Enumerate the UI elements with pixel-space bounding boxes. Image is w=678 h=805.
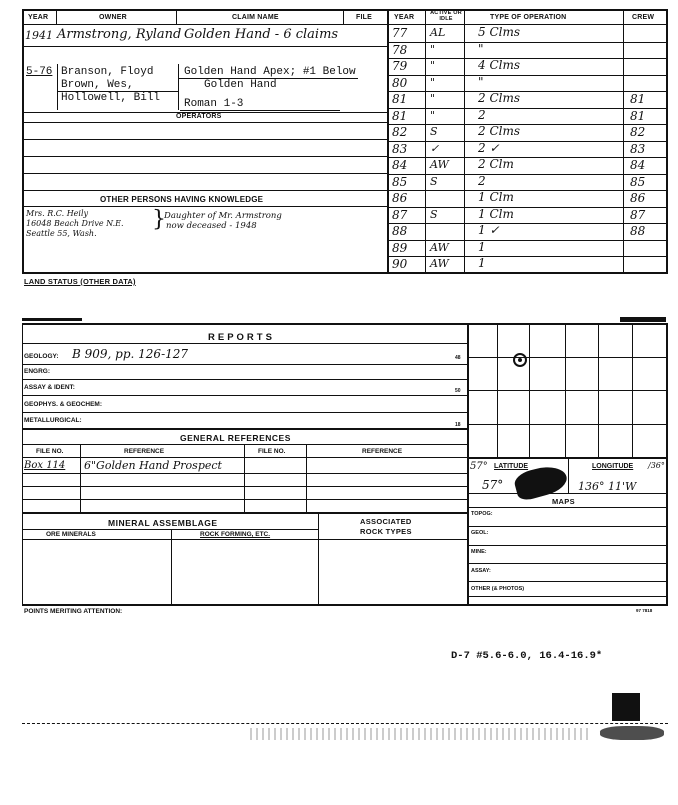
left-border xyxy=(22,323,23,605)
maps-label: MAPS xyxy=(552,497,575,506)
activity-year: 77 xyxy=(392,26,408,40)
activity-status: AW xyxy=(430,158,449,171)
associated-label: ASSOCIATED xyxy=(360,517,412,526)
header-crew: CREW xyxy=(632,14,655,21)
topog-label: TOPOG: xyxy=(471,511,493,517)
activity-operation: 4 Clms xyxy=(478,58,521,72)
activity-operation: 1 Clm xyxy=(478,206,514,221)
activity-status: AW xyxy=(430,240,449,254)
header-divider xyxy=(22,24,668,25)
row-line xyxy=(467,563,667,564)
activity-operation: 2 xyxy=(478,107,486,122)
activity-operation: 1 xyxy=(478,256,486,270)
activity-year: 78 xyxy=(392,42,408,57)
activity-crew: 86 xyxy=(630,191,646,205)
latitude-label: LATITUDE xyxy=(494,463,529,470)
reports-bottom-border xyxy=(22,604,668,606)
row-line xyxy=(22,412,468,413)
header-year-activity: YEAR xyxy=(394,14,415,21)
geol-label: GEOL: xyxy=(471,530,489,536)
activity-operation: 1 xyxy=(478,239,486,254)
activity-crew: 88 xyxy=(630,224,646,238)
knowledge-label: OTHER PERSONS HAVING KNOWLEDGE xyxy=(100,195,264,204)
form-code: 97 7818 xyxy=(636,608,653,613)
longitude-label: LONGITUDE xyxy=(592,463,634,470)
col-divider xyxy=(56,9,57,25)
gr-header-file-2: FILE NO. xyxy=(258,448,286,455)
mine-label: MINE: xyxy=(471,549,487,555)
row-line xyxy=(22,512,468,514)
row-line xyxy=(22,486,468,487)
owner-row-3-claim: Golden Hand xyxy=(204,79,277,91)
activity-year: 79 xyxy=(392,59,408,73)
row-line xyxy=(180,110,340,111)
col-divider xyxy=(244,444,245,512)
activity-year: 85 xyxy=(392,174,408,189)
knowledge-person-line-3: Seattle 55, Wash. xyxy=(26,229,97,238)
owner-row-3-owner: Brown, Wes, xyxy=(61,79,134,91)
side-number-18: 18 xyxy=(455,422,461,428)
other-photos-label: OTHER (& PHOTOS) xyxy=(471,586,525,592)
activity-year: 87 xyxy=(392,207,408,222)
assay-label: ASSAY: xyxy=(471,568,491,574)
col-divider xyxy=(568,457,569,493)
col-divider xyxy=(57,64,58,110)
row-line xyxy=(22,529,318,530)
owner-row-1-claim: Golden Hand - 6 claims xyxy=(184,27,339,42)
owner-row-2-year: 5-76 xyxy=(26,66,53,78)
row-line xyxy=(467,545,667,546)
row-line xyxy=(22,428,468,430)
reports-top-border xyxy=(22,323,668,325)
col-divider xyxy=(318,512,319,604)
activity-status: AL xyxy=(430,26,446,39)
geology-label: GEOLOGY: xyxy=(24,353,59,360)
longitude-value-2: 136° 11'W xyxy=(578,480,637,493)
activity-status: " xyxy=(430,108,436,122)
longitude-value: /36° xyxy=(648,461,665,470)
row-line xyxy=(22,473,468,474)
row-line xyxy=(22,343,468,344)
activity-status: " xyxy=(430,42,436,56)
knowledge-person-line-1: Mrs. R.C. Heily xyxy=(26,209,89,218)
activity-operation: 5 Clms xyxy=(478,25,521,39)
activity-operation: 2 xyxy=(478,173,486,188)
ore-minerals-label: ORE MINERALS xyxy=(46,531,96,538)
col-divider xyxy=(306,444,307,512)
activity-year: 90 xyxy=(392,257,408,271)
activity-status: " xyxy=(430,75,436,89)
scan-artifact-line xyxy=(22,723,668,724)
col-divider xyxy=(343,9,344,25)
side-number-50: 50 xyxy=(455,388,461,394)
gr-header-ref-2: REFERENCE xyxy=(362,448,403,455)
activity-crew: 85 xyxy=(630,174,646,189)
activity-status: AW xyxy=(430,257,449,270)
activity-status: S xyxy=(430,207,438,221)
row-line xyxy=(467,493,667,494)
operators-label: OPERATORS xyxy=(176,113,222,120)
activity-operation: 2 Clm xyxy=(478,157,514,171)
row-line xyxy=(22,444,468,445)
activity-crew: 81 xyxy=(630,92,646,106)
row-line xyxy=(22,190,388,191)
footer-code: D-7 #5.6-6.0, 16.4-16.9* xyxy=(451,650,603,662)
activity-year: 83 xyxy=(392,141,408,156)
row-line xyxy=(22,364,468,365)
map-grid-line xyxy=(467,424,667,425)
owner-row-1-owner: Armstrong, Ryland xyxy=(57,27,182,42)
activity-year: 80 xyxy=(392,75,408,90)
row-line xyxy=(22,122,388,123)
gr-header-ref-1: REFERENCE xyxy=(124,448,165,455)
scan-noise xyxy=(250,728,590,740)
row-line xyxy=(22,395,468,396)
activity-operation: 2 Clms xyxy=(478,91,521,105)
rock-types-label: ROCK TYPES xyxy=(360,527,412,536)
activity-year: 89 xyxy=(392,240,408,255)
row-line xyxy=(22,457,468,458)
activity-year: 86 xyxy=(392,191,408,205)
row-line xyxy=(22,173,388,174)
rock-forming-label: ROCK FORMING, ETC. xyxy=(200,531,271,538)
activity-year: 81 xyxy=(392,92,408,106)
gr-row-file: Box 114 xyxy=(24,460,66,471)
row-line xyxy=(22,206,388,207)
activity-crew: 83 xyxy=(630,141,646,156)
knowledge-person-line-2: 16048 Beach Drive N.E. xyxy=(26,219,124,228)
mineral-assemblage-title: MINERAL ASSEMBLAGE xyxy=(108,518,218,528)
owner-row-2-owner: Branson, Floyd xyxy=(61,66,154,78)
header-file: FILE xyxy=(356,14,372,21)
row-line xyxy=(467,596,667,597)
activity-year: 82 xyxy=(392,125,408,139)
brace-mark: } xyxy=(152,207,166,232)
activity-status: S xyxy=(430,125,438,138)
activity-operation: " xyxy=(478,74,484,89)
activity-operation: " xyxy=(478,41,484,56)
owner-row-4-owner: Hollowell, Bill xyxy=(61,92,161,104)
activity-year: 84 xyxy=(392,158,408,172)
tear-strip-right xyxy=(620,317,666,322)
tear-strip-left xyxy=(22,318,82,321)
location-marker-icon xyxy=(513,353,527,367)
col-divider xyxy=(178,64,179,110)
activity-row-line xyxy=(388,190,667,191)
row-line xyxy=(22,539,468,540)
ink-smudge xyxy=(600,726,664,740)
row-line xyxy=(467,581,667,582)
col-divider xyxy=(176,9,177,25)
activity-status: S xyxy=(430,174,438,188)
header-active-or-idle: ACTIVE OR IDLE xyxy=(430,10,462,22)
geophys-label: GEOPHYS. & GEOCHEM: xyxy=(24,401,103,408)
geology-value: B 909, pp. 126-127 xyxy=(72,347,189,361)
row-line xyxy=(467,526,667,527)
header-owner: OWNER xyxy=(99,14,127,21)
general-references-title: GENERAL REFERENCES xyxy=(180,433,291,443)
activity-operation: 2 Clms xyxy=(478,124,521,138)
knowledge-note-line-2: now deceased - 1948 xyxy=(166,221,257,231)
assay-ident-label: ASSAY & IDENT: xyxy=(24,384,75,391)
owner-row-2-claim: Golden Hand Apex; #1 Below xyxy=(184,66,356,78)
engrg-label: ENGRG: xyxy=(24,368,50,375)
latitude-value-2: 57° xyxy=(482,478,504,492)
metallurgical-label: METALLURGICAL: xyxy=(24,417,82,424)
header-type-of-operation: TYPE OF OPERATION xyxy=(490,14,567,21)
activity-status: " xyxy=(430,92,436,105)
col-divider xyxy=(171,529,172,604)
reports-title: REPORTS xyxy=(208,332,275,343)
activity-crew: 87 xyxy=(630,207,646,222)
activity-year: 88 xyxy=(392,224,408,238)
map-grid-line xyxy=(467,357,667,358)
knowledge-note-line-1: Daughter of Mr. Armstrong xyxy=(164,211,282,221)
owner-row-4-claim: Roman 1-3 xyxy=(184,98,244,110)
col-divider xyxy=(80,444,81,512)
top-border xyxy=(22,9,668,11)
map-grid-line xyxy=(467,390,667,391)
row-line xyxy=(22,379,468,380)
activity-crew: 81 xyxy=(630,108,646,123)
activity-status: " xyxy=(430,59,436,72)
activity-status: ✓ xyxy=(430,141,440,155)
activity-year: 81 xyxy=(392,108,408,123)
latitude-value: 57° xyxy=(470,461,488,472)
row-line xyxy=(467,507,667,508)
owner-row-1-year: 1941 xyxy=(25,29,53,42)
registration-block xyxy=(612,693,640,721)
row-line xyxy=(22,156,388,157)
land-status-label: LAND STATUS (OTHER DATA) xyxy=(24,277,136,286)
activity-row-line xyxy=(388,273,667,274)
row-line xyxy=(22,139,388,140)
header-claim-name: CLAIM NAME xyxy=(232,14,279,21)
activity-operation: 1 ✓ xyxy=(478,223,500,237)
side-number-48: 48 xyxy=(455,355,461,361)
row-line xyxy=(22,46,388,47)
activity-crew: 84 xyxy=(630,158,646,172)
points-meriting-label: POINTS MERITING ATTENTION: xyxy=(24,608,123,615)
map-grid-line xyxy=(467,457,667,459)
gr-header-file-1: FILE NO. xyxy=(36,448,64,455)
activity-operation: 2 ✓ xyxy=(478,140,500,155)
activity-row-line xyxy=(388,223,667,224)
header-year: YEAR xyxy=(28,14,49,21)
gr-row-reference: 6"Golden Hand Prospect xyxy=(84,459,222,472)
row-line xyxy=(22,499,468,500)
activity-operation: 1 Clm xyxy=(478,190,514,204)
left-border xyxy=(22,9,24,273)
activity-crew: 82 xyxy=(630,125,646,139)
